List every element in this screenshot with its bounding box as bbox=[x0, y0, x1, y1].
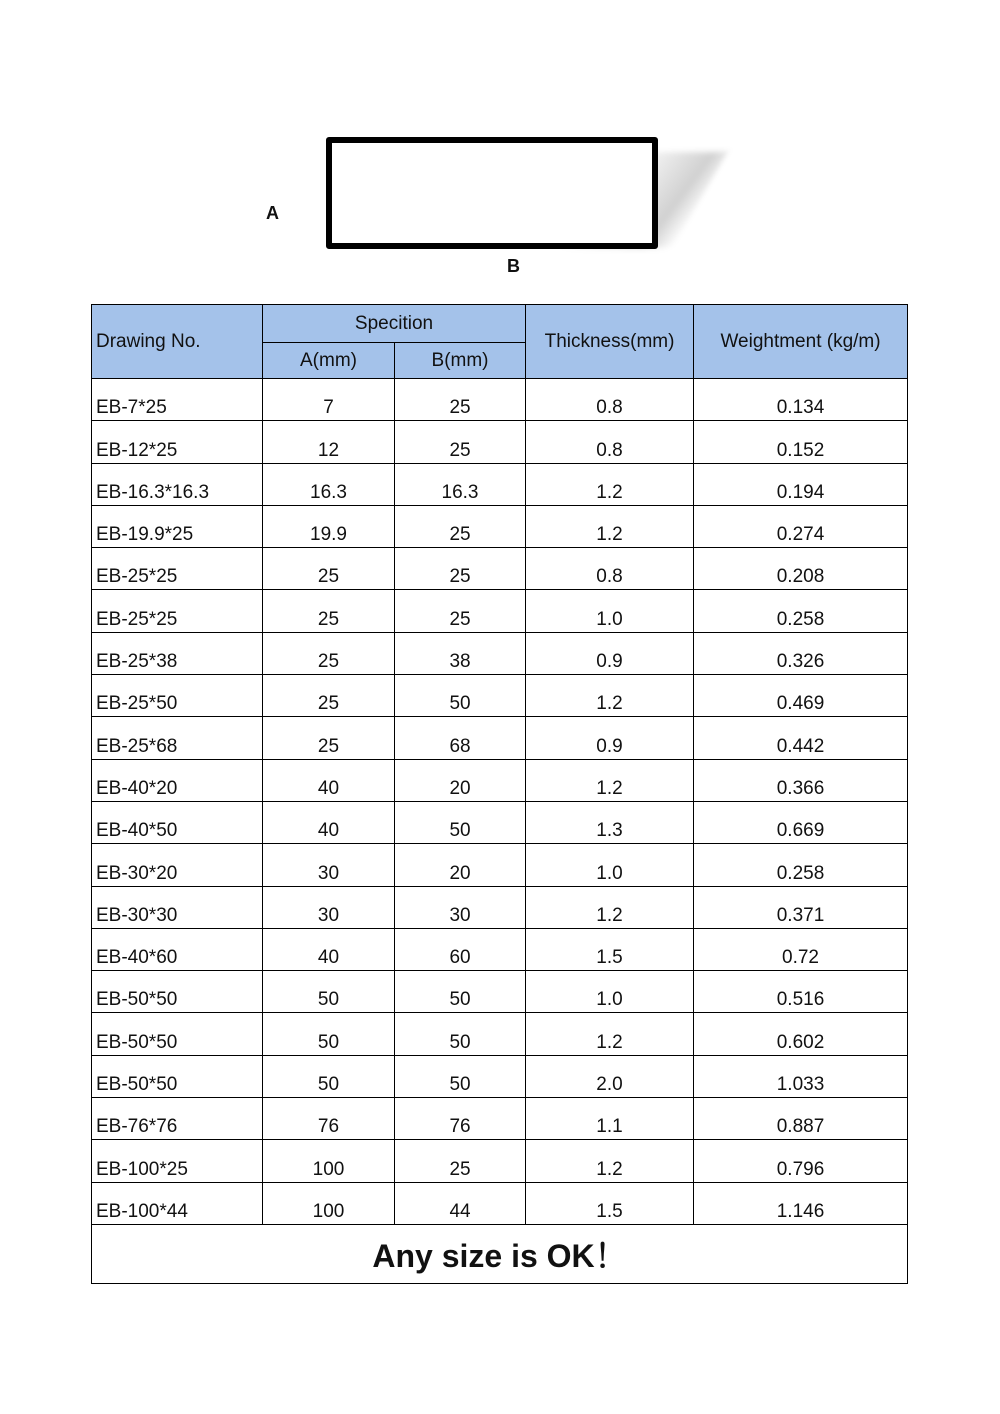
thickness-cell: 0.9 bbox=[526, 632, 694, 674]
thickness-cell: 1.2 bbox=[526, 759, 694, 801]
b-mm-cell: 25 bbox=[395, 548, 526, 590]
table-row bbox=[92, 421, 908, 463]
table-body bbox=[92, 379, 908, 1225]
table-header bbox=[92, 305, 908, 379]
b-mm-cell: 30 bbox=[395, 886, 526, 928]
weight-cell: 0.669 bbox=[694, 801, 908, 843]
a-mm-cell: 25 bbox=[263, 675, 395, 717]
dimension-label-a: A bbox=[266, 203, 279, 223]
b-mm-cell: 50 bbox=[395, 801, 526, 843]
drawing-no-cell: EB-50*50 bbox=[92, 1013, 263, 1055]
drawing-no-cell: EB-40*20 bbox=[92, 759, 263, 801]
a-mm-cell: 7 bbox=[263, 379, 395, 421]
a-mm-cell: 100 bbox=[263, 1140, 395, 1182]
thickness-cell: 0.8 bbox=[526, 379, 694, 421]
table-row bbox=[92, 1182, 908, 1224]
drawing-no-cell: EB-12*25 bbox=[92, 421, 263, 463]
thickness-cell: 0.8 bbox=[526, 548, 694, 590]
table-row bbox=[92, 971, 908, 1013]
weight-cell: 0.326 bbox=[694, 632, 908, 674]
thickness-cell: 1.0 bbox=[526, 971, 694, 1013]
weight-cell: 0.366 bbox=[694, 759, 908, 801]
thickness-cell: 1.2 bbox=[526, 1140, 694, 1182]
a-mm-cell: 40 bbox=[263, 759, 395, 801]
a-mm-cell: 100 bbox=[263, 1182, 395, 1224]
b-mm-cell: 25 bbox=[395, 590, 526, 632]
header-b-mm: B(mm) bbox=[395, 343, 526, 379]
table-row bbox=[92, 548, 908, 590]
table-row bbox=[92, 886, 908, 928]
b-mm-cell: 16.3 bbox=[395, 463, 526, 505]
weight-cell: 1.146 bbox=[694, 1182, 908, 1224]
b-mm-cell: 38 bbox=[395, 632, 526, 674]
weight-cell: 0.442 bbox=[694, 717, 908, 759]
b-mm-cell: 20 bbox=[395, 844, 526, 886]
drawing-no-cell: EB-50*50 bbox=[92, 971, 263, 1013]
any-size-note: Any size is OK！ bbox=[92, 1224, 908, 1283]
thickness-cell: 1.3 bbox=[526, 801, 694, 843]
table-row bbox=[92, 759, 908, 801]
thickness-cell: 1.2 bbox=[526, 1013, 694, 1055]
a-mm-cell: 40 bbox=[263, 801, 395, 843]
b-mm-cell: 68 bbox=[395, 717, 526, 759]
b-mm-cell: 20 bbox=[395, 759, 526, 801]
weight-cell: 0.152 bbox=[694, 421, 908, 463]
table-row bbox=[92, 1013, 908, 1055]
header-specification: Specition bbox=[263, 305, 526, 343]
profile-diagram bbox=[0, 0, 1000, 290]
header-thickness: Thickness(mm) bbox=[526, 305, 694, 379]
drawing-no-cell: EB-100*44 bbox=[92, 1182, 263, 1224]
b-mm-cell: 50 bbox=[395, 971, 526, 1013]
weight-cell: 0.602 bbox=[694, 1013, 908, 1055]
thickness-cell: 1.0 bbox=[526, 844, 694, 886]
thickness-cell: 1.2 bbox=[526, 675, 694, 717]
table-row bbox=[92, 505, 908, 547]
weight-cell: 0.274 bbox=[694, 505, 908, 547]
thickness-cell: 1.2 bbox=[526, 463, 694, 505]
table-row bbox=[92, 632, 908, 674]
drawing-no-cell: EB-100*25 bbox=[92, 1140, 263, 1182]
a-mm-cell: 25 bbox=[263, 632, 395, 674]
weight-cell: 0.516 bbox=[694, 971, 908, 1013]
drawing-no-cell: EB-25*25 bbox=[92, 548, 263, 590]
a-mm-cell: 19.9 bbox=[263, 505, 395, 547]
weight-cell: 0.258 bbox=[694, 844, 908, 886]
weight-cell: 0.887 bbox=[694, 1098, 908, 1140]
thickness-cell: 0.9 bbox=[526, 717, 694, 759]
table-row bbox=[92, 928, 908, 970]
table-row bbox=[92, 844, 908, 886]
table-row bbox=[92, 675, 908, 717]
table-row bbox=[92, 801, 908, 843]
a-mm-cell: 12 bbox=[263, 421, 395, 463]
table-row bbox=[92, 463, 908, 505]
drawing-no-cell: EB-16.3*16.3 bbox=[92, 463, 263, 505]
a-mm-cell: 30 bbox=[263, 844, 395, 886]
a-mm-cell: 25 bbox=[263, 717, 395, 759]
a-mm-cell: 40 bbox=[263, 928, 395, 970]
table-row bbox=[92, 1098, 908, 1140]
dimension-label-b: B bbox=[507, 256, 520, 276]
table-row bbox=[92, 1140, 908, 1182]
drawing-no-cell: EB-50*50 bbox=[92, 1055, 263, 1097]
b-mm-cell: 25 bbox=[395, 505, 526, 547]
thickness-cell: 1.5 bbox=[526, 1182, 694, 1224]
b-mm-cell: 60 bbox=[395, 928, 526, 970]
weight-cell: 0.134 bbox=[694, 379, 908, 421]
a-mm-cell: 50 bbox=[263, 1013, 395, 1055]
thickness-cell: 1.0 bbox=[526, 590, 694, 632]
weight-cell: 0.194 bbox=[694, 463, 908, 505]
weight-cell: 0.371 bbox=[694, 886, 908, 928]
drawing-no-cell: EB-40*60 bbox=[92, 928, 263, 970]
drawing-no-cell: EB-19.9*25 bbox=[92, 505, 263, 547]
b-mm-cell: 25 bbox=[395, 1140, 526, 1182]
thickness-cell: 1.5 bbox=[526, 928, 694, 970]
header-drawing-no: Drawing No. bbox=[92, 305, 263, 379]
thickness-cell: 2.0 bbox=[526, 1055, 694, 1097]
a-mm-cell: 30 bbox=[263, 886, 395, 928]
weight-cell: 1.033 bbox=[694, 1055, 908, 1097]
table-row bbox=[92, 1055, 908, 1097]
drawing-no-cell: EB-40*50 bbox=[92, 801, 263, 843]
table-row bbox=[92, 590, 908, 632]
thickness-cell: 1.2 bbox=[526, 886, 694, 928]
drawing-no-cell: EB-30*30 bbox=[92, 886, 263, 928]
a-mm-cell: 25 bbox=[263, 590, 395, 632]
drawing-no-cell: EB-76*76 bbox=[92, 1098, 263, 1140]
a-mm-cell: 50 bbox=[263, 971, 395, 1013]
weight-cell: 0.72 bbox=[694, 928, 908, 970]
a-mm-cell: 25 bbox=[263, 548, 395, 590]
drawing-no-cell: EB-25*50 bbox=[92, 675, 263, 717]
b-mm-cell: 44 bbox=[395, 1182, 526, 1224]
weight-cell: 0.469 bbox=[694, 675, 908, 717]
b-mm-cell: 50 bbox=[395, 1013, 526, 1055]
drawing-no-cell: EB-25*38 bbox=[92, 632, 263, 674]
weight-cell: 0.258 bbox=[694, 590, 908, 632]
specification-table bbox=[91, 304, 908, 1284]
b-mm-cell: 25 bbox=[395, 379, 526, 421]
a-mm-cell: 50 bbox=[263, 1055, 395, 1097]
drawing-no-cell: EB-7*25 bbox=[92, 379, 263, 421]
b-mm-cell: 50 bbox=[395, 675, 526, 717]
drawing-no-cell: EB-30*20 bbox=[92, 844, 263, 886]
thickness-cell: 1.2 bbox=[526, 505, 694, 547]
b-mm-cell: 25 bbox=[395, 421, 526, 463]
header-a-mm: A(mm) bbox=[263, 343, 395, 379]
b-mm-cell: 50 bbox=[395, 1055, 526, 1097]
drawing-no-cell: EB-25*25 bbox=[92, 590, 263, 632]
table-row bbox=[92, 717, 908, 759]
thickness-cell: 1.1 bbox=[526, 1098, 694, 1140]
rectangular-tube-profile bbox=[326, 137, 658, 249]
drawing-no-cell: EB-25*68 bbox=[92, 717, 263, 759]
weight-cell: 0.796 bbox=[694, 1140, 908, 1182]
b-mm-cell: 76 bbox=[395, 1098, 526, 1140]
a-mm-cell: 76 bbox=[263, 1098, 395, 1140]
a-mm-cell: 16.3 bbox=[263, 463, 395, 505]
header-weight: Weightment (kg/m) bbox=[694, 305, 908, 379]
table-row bbox=[92, 379, 908, 421]
weight-cell: 0.208 bbox=[694, 548, 908, 590]
thickness-cell: 0.8 bbox=[526, 421, 694, 463]
